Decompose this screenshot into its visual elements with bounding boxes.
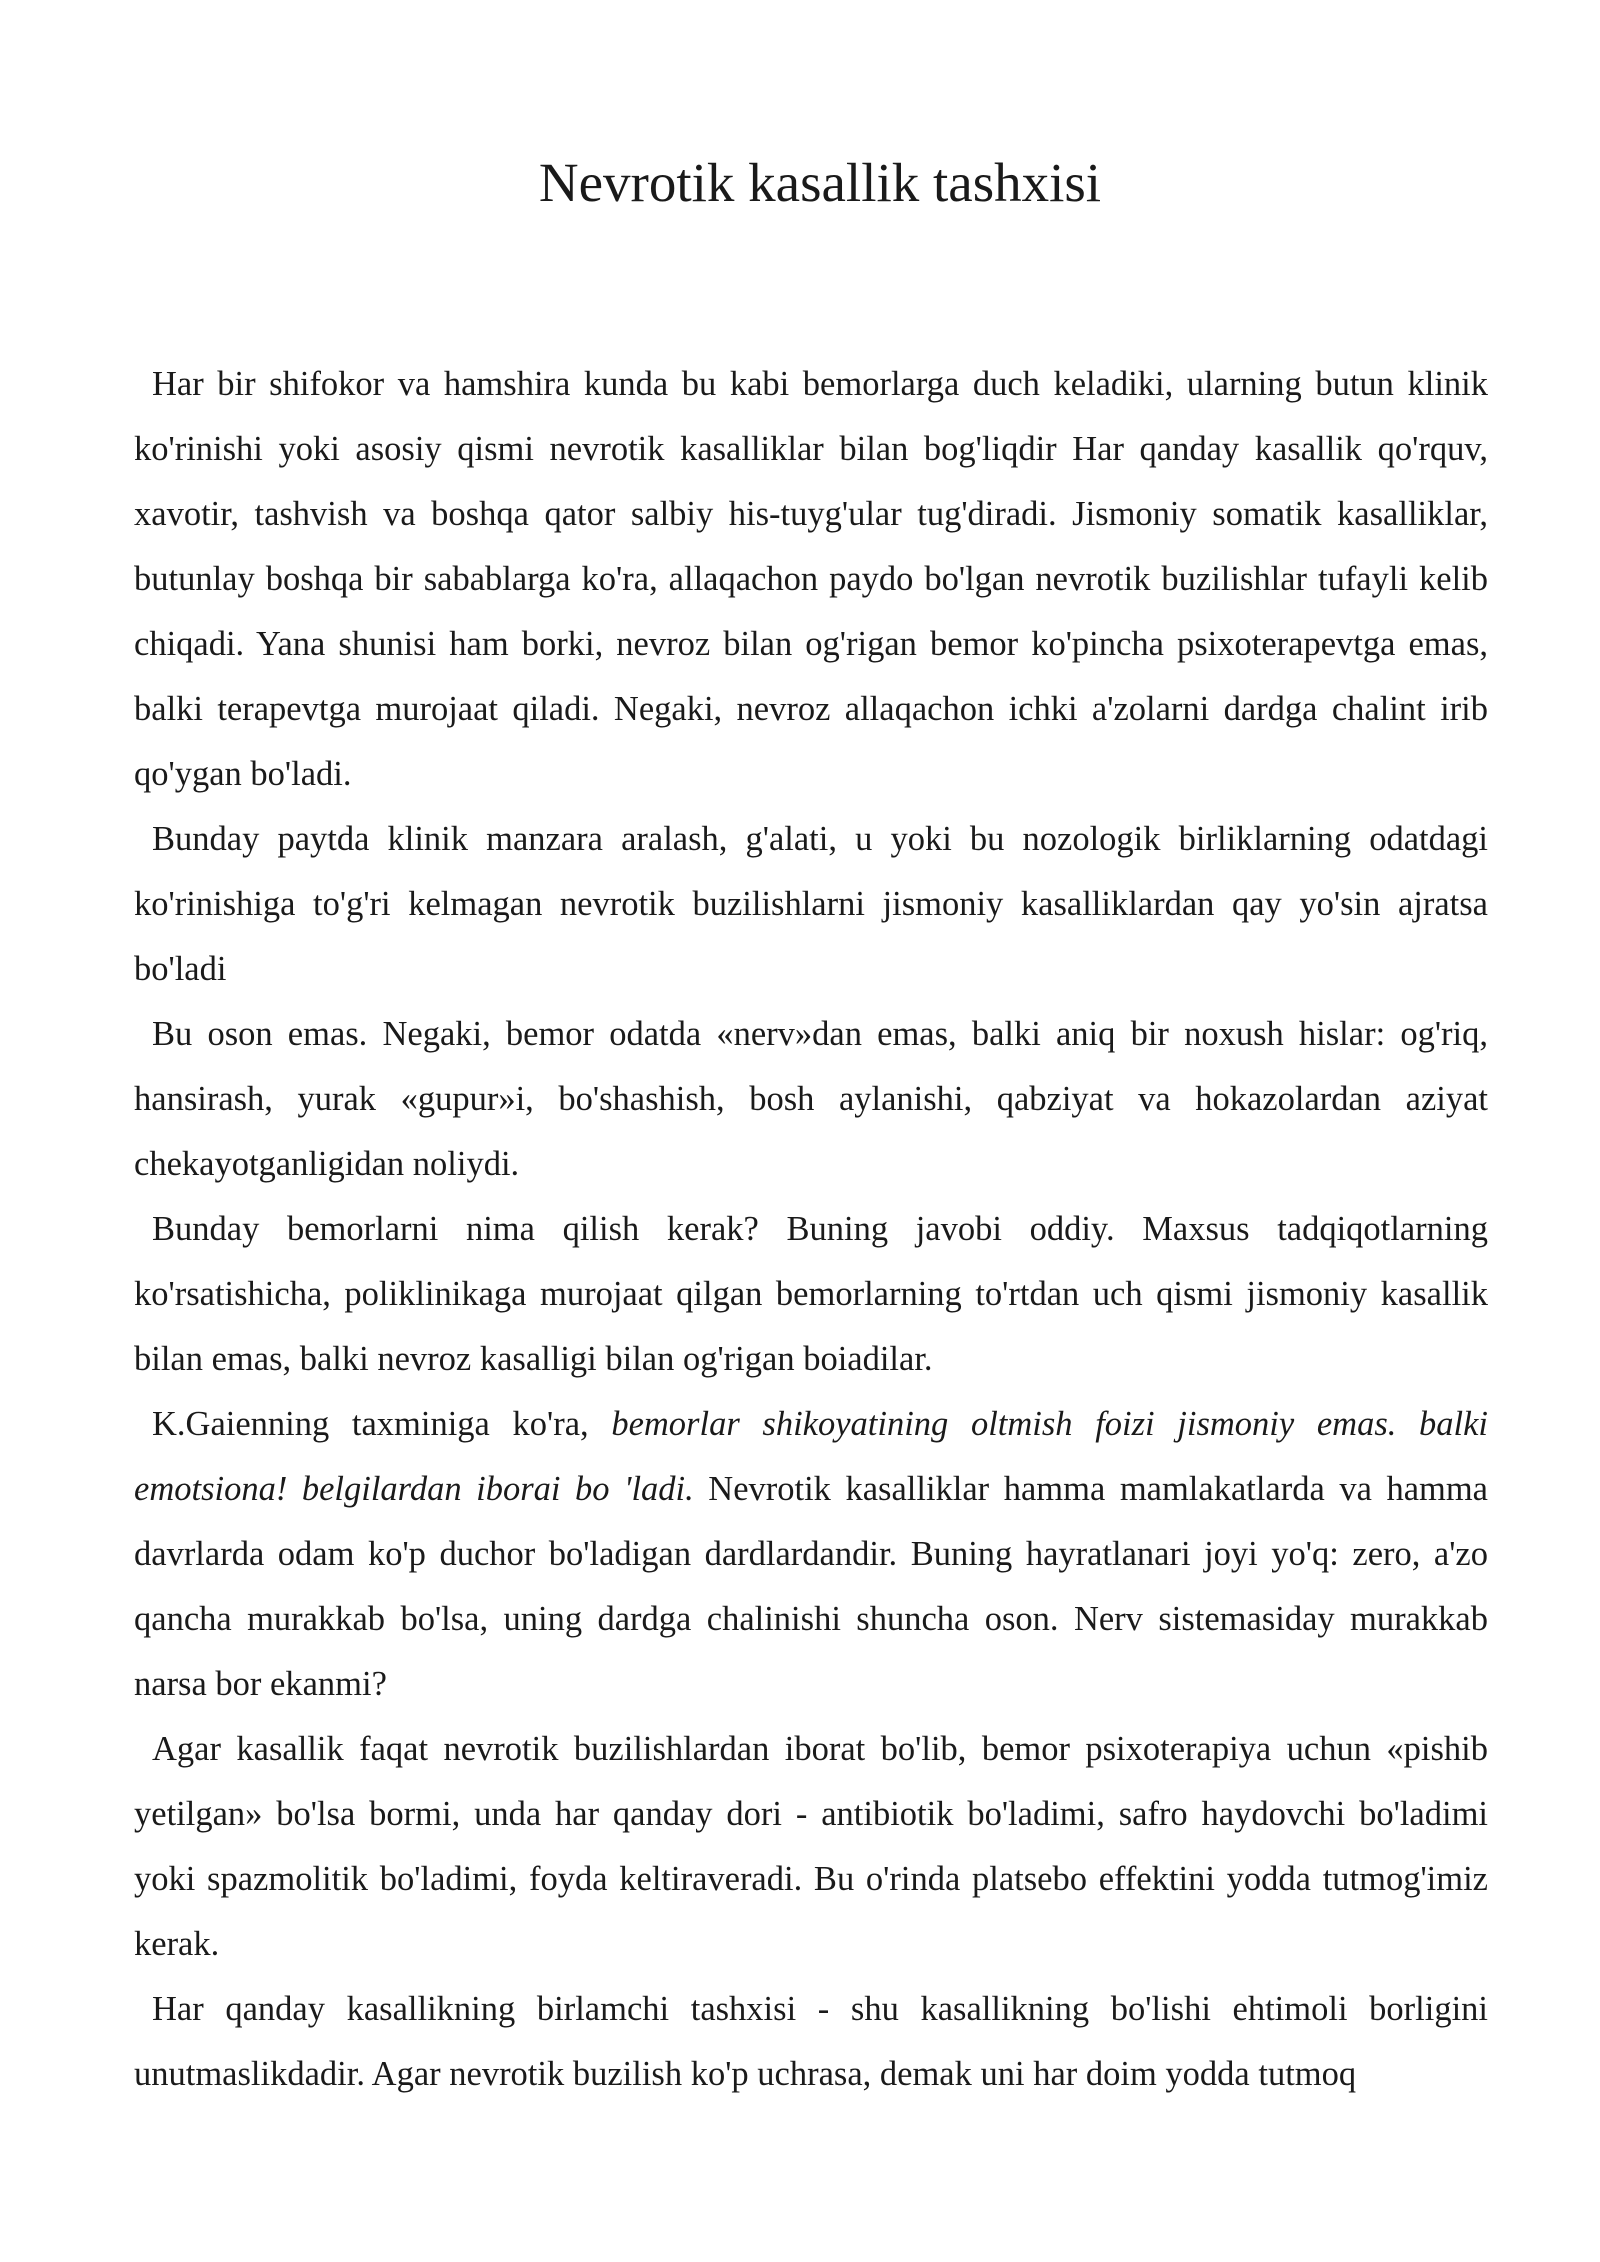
paragraph-3: Bu oson emas. Negaki, bemor odatda «nerv»dan emas, balki aniq bir noxush hislar: og'riq, hansirash, yurak «gupur»i, bo'shashish, bosh aylanishi, qabziyat va hokazolardan aziyat chekayotganligidan noliydi.: [134, 1015, 1488, 1183]
paragraph-7: Har qanday kasallikning birlamchi tashxisi - shu kasallikning bo'lishi ehtimoli borligini unutmaslikdadir. Agar nevrotik buzilish ko'p uchrasa, demak uni har doim yodda tutmoq: [134, 1990, 1488, 2093]
paragraph-5-lead: K.Gaienning taxminiga ko'ra,: [152, 1405, 612, 1443]
paragraph-5-tail: Nevrotik kasalliklar hamma mamlakatlarda va hamma davrlarda odam ko'p duchor bo'ladigan dardlardandir. Buning hayratlanari joyi yo'q: zero, a'zo qancha murakkab bo'lsa, uning dardga chalinishi shuncha oson. Nerv sistemasiday murakkab narsa bor ekanmi?: [134, 1470, 1488, 1703]
document-title: Nevrotik kasallik tashxisi: [538, 152, 1102, 213]
paragraph-4: Bunday bemorlarni nima qilish kerak? Buning javobi oddiy. Maxsus tadqiqotlarning ko'rsatishicha, poliklinikaga murojaat qilgan bemorlarning to'rtdan uch qismi jismoniy kasallik bilan emas, balki nevroz kasalligi bilan og'rigan boiadilar.: [134, 1210, 1488, 1378]
paragraph-5: [134, 1392, 1488, 1717]
paragraph-5-quote: bemorlar shikoyatining oltmish foizi jismoniy emas. balki emotsiona! belgilardan iborai bo 'ladi.: [134, 1405, 1489, 1508]
paragraph-2: Bunday paytda klinik manzara aralash, g'alati, u yoki bu nozologik birliklarning odatdagi ko'rinishiga to'g'ri kelmagan nevrotik buzilishlarni jismoniy kasalliklardan qay yo'sin ajratsa bo'ladi: [134, 820, 1488, 988]
paragraph-6: Agar kasallik faqat nevrotik buzilishlardan iborat bo'lib, bemor psixoterapiya uchun «pishib yetilgan» bo'lsa bormi, unda har qanday dori - antibiotik bo'ladimi, safro haydovchi bo'ladimi yoki spazmolitik bo'ladimi, foyda keltiraveradi. Bu o'rinda platsebo effektini yodda tutmog'imiz kerak.: [134, 1730, 1488, 1963]
paragraph-1: Har bir shifokor va hamshira kunda bu kabi bemorlarga duch keladiki, ularning butun klinik ko'rinishi yoki asosiy qismi nevrotik kasalliklar bilan bog'liqdir Har qanday kasallik qo'rquv, xavotir, tashvish va boshqa qator salbiy his-tuyg'ular tug'diradi. Jismoniy somatik kasalliklar, butunlay boshqa bir sabablarga ko'ra, allaqachon paydo bo'lgan nevrotik buzilishlar tufayli kelib chiqadi. Yana shunisi ham borki, nevroz bilan og'rigan bemor ko'pincha psixoterapevtga emas, balki terapevtga murojaat qiladi. Negaki, nevroz allaqachon ichki a'zolarni dardga chalint irib qo'ygan bo'ladi.: [134, 365, 1488, 793]
document-body: [134, 352, 1488, 2107]
